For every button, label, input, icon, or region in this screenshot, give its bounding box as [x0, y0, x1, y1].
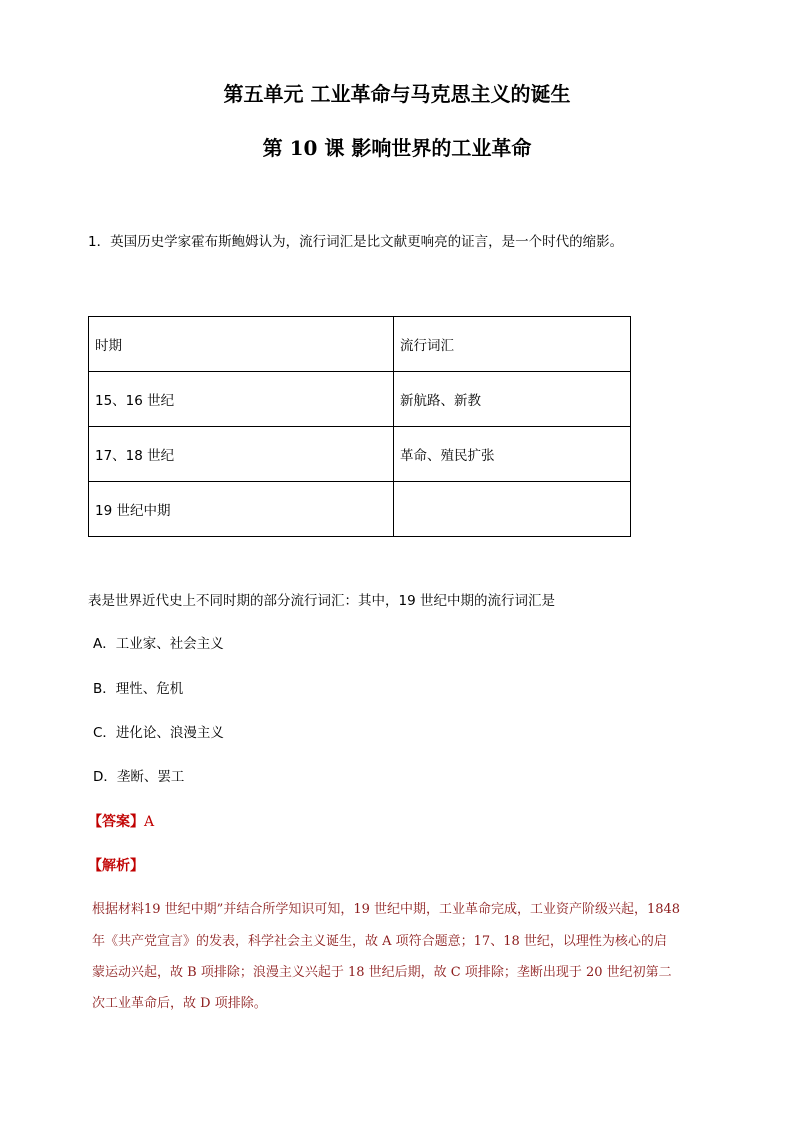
- table-cell-period: 19 世纪中期: [89, 482, 394, 537]
- option-d: D．垄断、罢工: [93, 769, 185, 785]
- answer-label: 【答案】: [88, 814, 144, 830]
- table-header-vocabulary: 流行词汇: [394, 317, 631, 372]
- table-row: [89, 372, 631, 427]
- option-b: B．理性、危机: [93, 681, 184, 697]
- lesson-title: 第 10 课 影响世界的工业革命: [262, 136, 532, 160]
- analysis-line: 次工业革命后，故 D 项排除。: [92, 996, 267, 1011]
- unit-title: 第五单元 工业革命与马克思主义的诞生: [223, 82, 571, 106]
- answer-line: [88, 813, 154, 831]
- question-stem: 表是世界近代史上不同时期的部分流行词汇：其中，19 世纪中期的流行词汇是: [88, 593, 555, 609]
- table-cell-vocabulary: 革命、殖民扩张: [394, 427, 631, 482]
- analysis-line: 年《共产党宣言》的发表，科学社会主义诞生，故 A 项符合题意；17、18 世纪，以理性为核心的启: [92, 934, 667, 949]
- question-intro: 1．英国历史学家霍布斯鲍姆认为，流行词汇是比文献更响亮的证言，是一个时代的缩影。: [88, 234, 624, 250]
- analysis-line: 根据材料19 世纪中期”并结合所学知识可知，19 世纪中期，工业革命完成，工业资产阶级兴起，1848: [92, 902, 681, 917]
- option-c: C．进化论、浪漫主义: [93, 725, 224, 741]
- option-a: A．工业家、社会主义: [93, 636, 224, 652]
- analysis-label: 【解析】: [88, 858, 144, 874]
- table-cell-period: 17、18 世纪: [89, 427, 394, 482]
- table-row: [89, 482, 631, 537]
- table-header-row: [89, 317, 631, 372]
- table-row: [89, 427, 631, 482]
- table-cell-period: 15、16 世纪: [89, 372, 394, 427]
- analysis-line: 蒙运动兴起，故 B 项排除；浪漫主义兴起于 18 世纪后期，故 C 项排除；垄断出现于 20 世纪初第二: [92, 965, 672, 980]
- table-cell-vocabulary: [394, 482, 631, 537]
- table-header-period: 时期: [89, 317, 394, 372]
- answer-value: A: [144, 814, 155, 830]
- vocabulary-table: [88, 316, 631, 537]
- table-cell-vocabulary: 新航路、新教: [394, 372, 631, 427]
